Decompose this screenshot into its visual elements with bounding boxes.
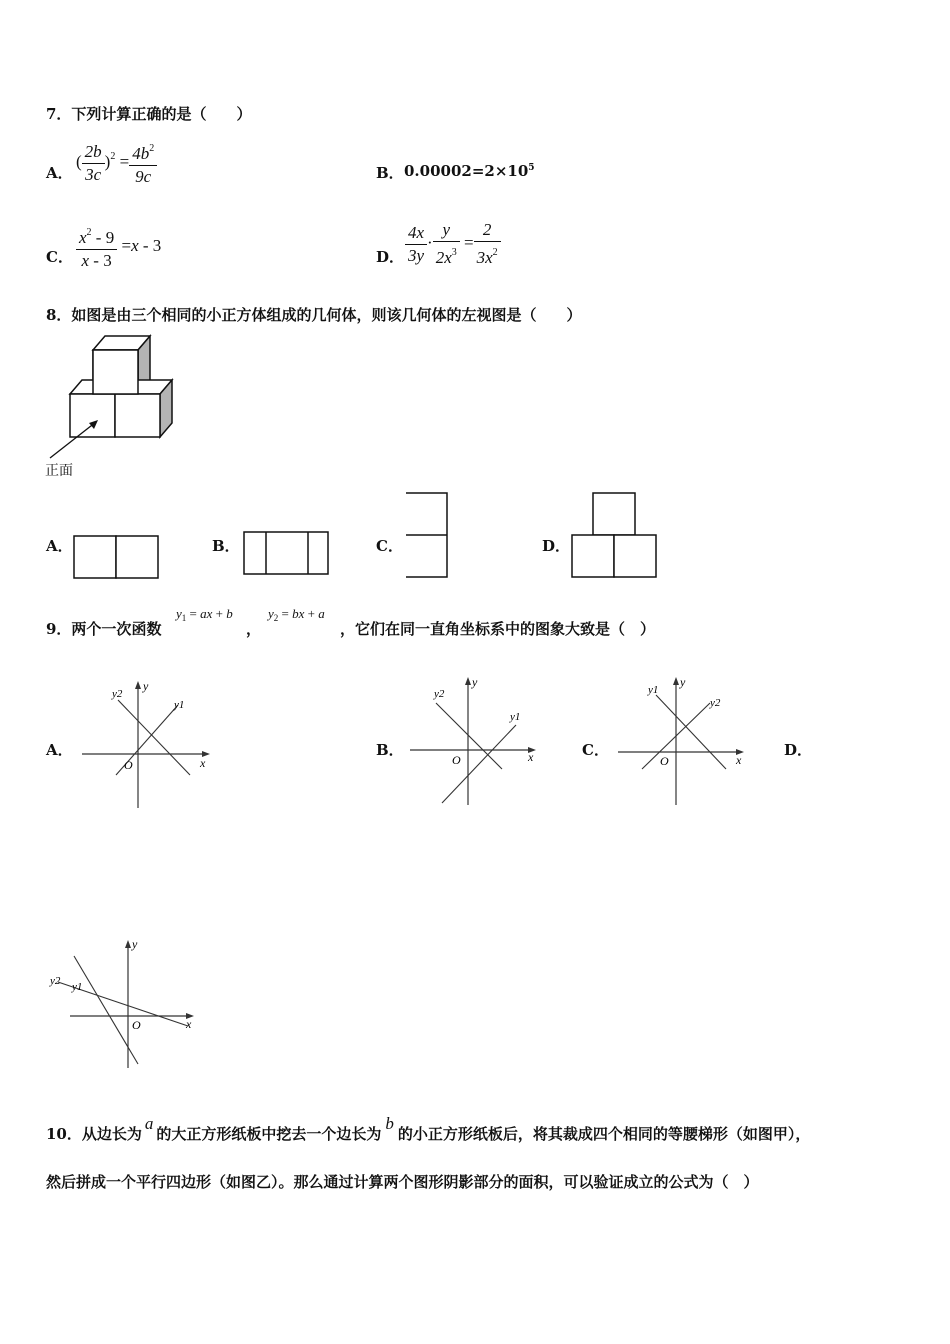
- q10-stem-part3: 的小正方形纸板后，将其裁成四个相同的等腰梯形（如图甲），: [397, 1125, 811, 1143]
- q9-b-axis-x: x: [528, 750, 534, 764]
- q10-var-b: b: [385, 1114, 394, 1133]
- q9-d-axis-y: y: [132, 937, 138, 951]
- q9-d-y1: y1: [72, 981, 83, 993]
- q10-stem-part2: 的大正方形纸板中挖去一个边长为: [156, 1125, 382, 1143]
- q9-a-y1: y1: [174, 699, 185, 711]
- q7-option-c-formula: $\frac{x^2 - 9}{x - 3}$ =x - 3: [76, 222, 161, 272]
- q8-option-c-figure: [402, 490, 452, 582]
- q9-c-origin: O: [660, 754, 669, 768]
- q10-stem-line1: [46, 1114, 811, 1144]
- q7-option-b-label: B．: [376, 164, 404, 182]
- q9-a-origin: O: [124, 758, 133, 772]
- q7-option-c-label: C．: [46, 248, 73, 266]
- q9-b-y1: y1: [510, 711, 521, 723]
- q9-a-y2: y2: [112, 688, 123, 700]
- q7-option-b-formula: [404, 162, 535, 180]
- q8-option-b-label: B．: [212, 537, 240, 555]
- q9-option-c-label: C．: [582, 741, 609, 759]
- q9-stem-prefix: 9．两个一次函数: [46, 620, 162, 638]
- q8-option-c-label: C．: [376, 537, 403, 555]
- q9-c-y2: y2: [710, 697, 721, 709]
- q9-option-a-graph: [78, 675, 218, 815]
- q9-b-origin: O: [452, 753, 461, 767]
- q7-option-d-label: D．: [376, 248, 405, 266]
- q8-option-d-label: D．: [542, 537, 571, 555]
- q8-option-a-label: A．: [46, 537, 73, 555]
- q7-option-a-label: A．: [46, 164, 73, 182]
- q9-c-axis-x: x: [736, 753, 742, 767]
- q8-solid-figure: [40, 330, 190, 480]
- q9-option-b-graph: [406, 673, 546, 813]
- q9-d-y2: y2: [50, 975, 61, 987]
- q9-stem-suffix: ，它们在同一直角坐标系中的图象大致是（ ）: [340, 620, 656, 638]
- q8-front-label: 正面: [45, 463, 73, 479]
- q9-option-a-label: A．: [46, 741, 73, 759]
- q10-var-a: a: [144, 1114, 154, 1133]
- q9-d-axis-x: x: [186, 1017, 192, 1031]
- q9-option-d-label: D．: [784, 741, 813, 759]
- q9-option-b-label: B．: [376, 741, 404, 759]
- q9-a-axis-x: x: [200, 756, 206, 770]
- q9-comma: ，: [246, 620, 262, 638]
- q9-option-c-graph: [614, 673, 754, 813]
- q9-c-y1: y1: [648, 684, 659, 696]
- q7-option-b-text: 0.00002=2×10: [404, 162, 529, 180]
- q10-stem-part1: 10．从边长为: [46, 1125, 142, 1143]
- q9-a-axis-y: y: [143, 679, 149, 693]
- q9-d-origin: O: [132, 1018, 141, 1032]
- q9-c-axis-y: y: [680, 675, 686, 689]
- q7-option-b-exp: 5: [528, 163, 535, 173]
- q7-option-a-formula: ( $\frac{2b}{3c}$ )$^2$ = $\frac{4b^2}{9c}$: [76, 138, 157, 188]
- q9-b-y2: y2: [434, 688, 445, 700]
- q7-stem: 7．下列计算正确的是（ ）: [46, 105, 252, 123]
- q8-stem: 8．如图是由三个相同的小正方体组成的几何体，则该几何体的左视图是（ ）: [46, 306, 582, 324]
- q8-option-a-figure: [72, 533, 162, 581]
- q8-option-b-figure: [242, 529, 332, 577]
- q9-option-d-graph: [46, 934, 206, 1074]
- q9-function-2: $y_2$ = bx + a: [268, 606, 325, 623]
- q7-option-d-formula: $\frac{4x}{3y}$ · $\frac{y}{2x^3}$ = $\frac{2}{3x^2}$: [405, 219, 501, 269]
- q8-option-d-figure: [569, 490, 661, 582]
- q10-stem-line2: 然后拼成一个平行四边形（如图乙）。那么通过计算两个图形阴影部分的面积，可以验证成立的公式为（ ）: [46, 1173, 759, 1191]
- q9-b-axis-y: y: [472, 675, 478, 689]
- q9-function-1: $y_1$ = ax + b: [176, 606, 233, 623]
